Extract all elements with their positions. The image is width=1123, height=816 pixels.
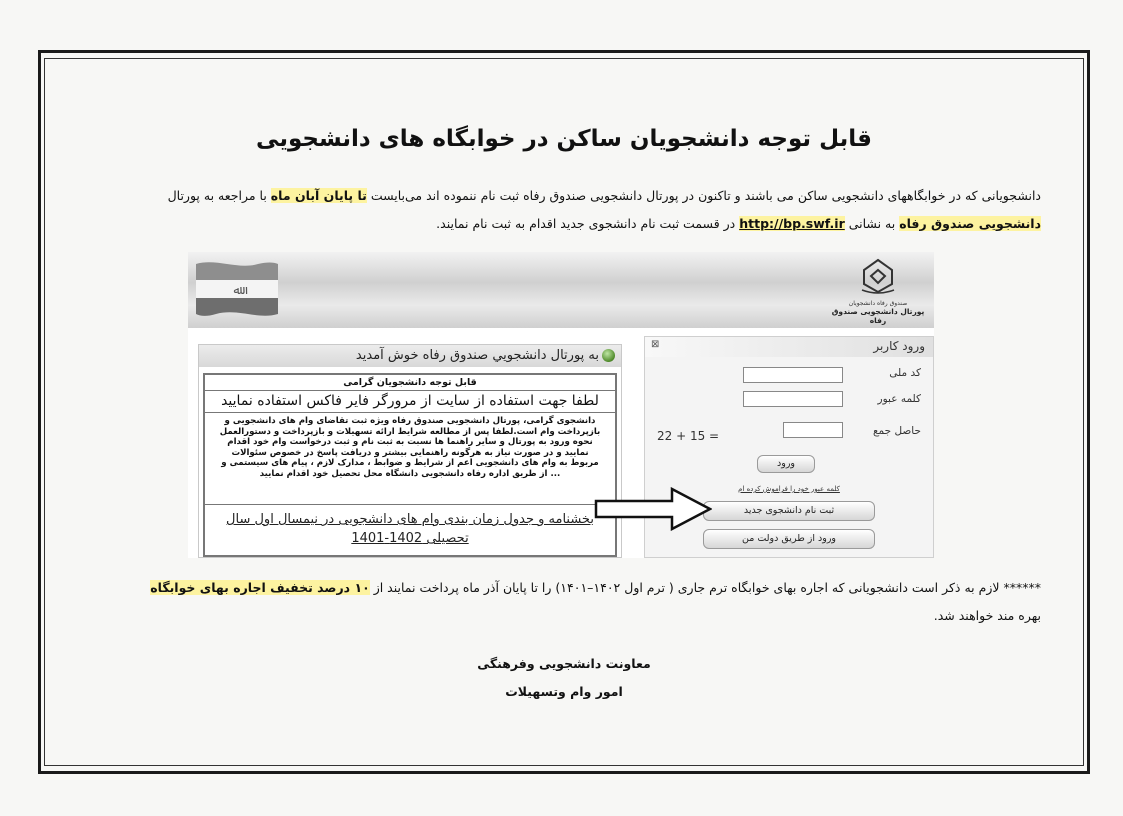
national-code-input[interactable]: [743, 367, 843, 383]
swf-logo-icon: [856, 256, 900, 296]
deadline-highlight: تا پایان آبان ماه: [270, 188, 367, 203]
iran-flag-icon: [194, 258, 280, 320]
close-icon[interactable]: ⊠: [651, 339, 660, 350]
paragraph-2-middle: به نشانی: [844, 216, 900, 231]
note-line-1: [61, 578, 1041, 598]
national-code-label: کد ملی: [889, 367, 921, 379]
note-line-2: بهره مند خواهند شد.: [933, 608, 1041, 623]
notice-box: [203, 373, 617, 557]
password-label: کلمه عبور: [877, 393, 921, 405]
paragraph-1: [61, 186, 1041, 206]
login-title: ورود کاربر: [873, 339, 925, 353]
portal-url-link[interactable]: http://bp.swf.ir: [739, 216, 845, 231]
note-stars: ******: [1003, 580, 1041, 595]
welcome-panel: [198, 344, 622, 558]
arrow-icon: [594, 487, 712, 531]
notice-header: قابل توجه دانشجويان گرامی: [205, 375, 615, 391]
loan-schedule-link[interactable]: بخشنامه و جدول زمان بندی وام های دانشجویی در نیمسال اول سال تحصیلی 1402-1401: [226, 512, 594, 546]
document-title: قابل توجه دانشجویان ساکن در خوابگاه های دانشجویی: [256, 126, 872, 152]
paragraph-2: [61, 214, 1041, 234]
paragraph-1-text-before: دانشجویانی که در خوابگاههای دانشجویی ساکن می باشند و تاکنون در پورتال دانشجویی صندوق رفاه ثبت نام ننموده اند می‌بایست: [366, 188, 1041, 203]
captcha-question: 22 + 15 =: [657, 429, 720, 443]
gov-login-button[interactable]: ورود از طریق دولت من: [703, 529, 875, 549]
portal-logo: [830, 256, 926, 324]
portal-banner: [188, 252, 934, 328]
logo-title: پورتال دانشجویی صندوق رفاه: [831, 307, 925, 325]
note-text: لازم به ذکر است دانشجویانی که اجاره بهای خوابگاه ترم جاری ( ترم اول ۱۴۰۲–۱۴۰۱) را تا پایان آذر ماه پرداخت نمایند از: [369, 580, 1004, 595]
svg-text:ﷲ: ﷲ: [233, 283, 241, 297]
welcome-header: [199, 345, 621, 367]
firefox-notice: لطفا جهت استفاده از سایت از مرورگر فایر فاکس استفاده نمایید: [205, 391, 615, 413]
portal-name-highlight: دانشجویی صندوق رفاه: [899, 216, 1041, 231]
logo-subtitle: صندوق رفاه دانشجویان: [848, 300, 908, 307]
register-new-student-button[interactable]: ثبت نام دانشجوی جدید: [703, 501, 875, 521]
welcome-title: به پورتال دانشجويي صندوق رفاه خوش آمديد: [355, 348, 599, 363]
discount-highlight: ۱۰ درصد تخفیف اجاره بهای خوابگاه: [150, 580, 370, 595]
login-header: [645, 337, 933, 357]
signature-office: امور وام وتسهیلات: [505, 684, 623, 699]
sum-label: حاصل جمع: [872, 425, 921, 437]
paragraph-1-text-after: با مراجعه به پورتال: [167, 188, 271, 203]
login-button[interactable]: ورود: [757, 455, 815, 473]
green-bullet-icon: [602, 349, 615, 362]
portal-screenshot: [188, 252, 934, 558]
password-input[interactable]: [743, 391, 843, 407]
paragraph-2-text-after: در قسمت ثبت نام دانشجوی جدید اقدام به ثبت نام نمایند.: [436, 216, 740, 231]
notice-body: دانشجوی گرامی، پورتال دانشجویی صندوق رفاه ویژه ثبت تقاضای وام های دانشجویی و بازپرداخت وام است.لطفا پس از مطالعه شرایط ارائه تسهیلات و بازپرداخت و دستورالعمل نحوه ورود به پورتال و سایر راهنما ها نسبت به ثبت نام و ثبت درخواست وام خود اقدام نمایید و در صورت نیاز به هرگونه راهنمایی بیشتر و دریافت پاسخ در خصوص سئوالات مربوط به وام های دانشجویی اعم از شرایط و ضوابط ، مدارک لازم ، پیام های سیستمی و ... از طریق اداره رفاه دانشجویی دانشگاه محل تحصیل خود اقدام نمایید: [205, 413, 615, 505]
forgot-password-link[interactable]: کلمه عبور خود را فراموش کرده ام: [738, 485, 840, 493]
signature-deputy: معاونت دانشجویی وفرهنگی: [477, 656, 651, 671]
captcha-input[interactable]: [783, 422, 843, 438]
